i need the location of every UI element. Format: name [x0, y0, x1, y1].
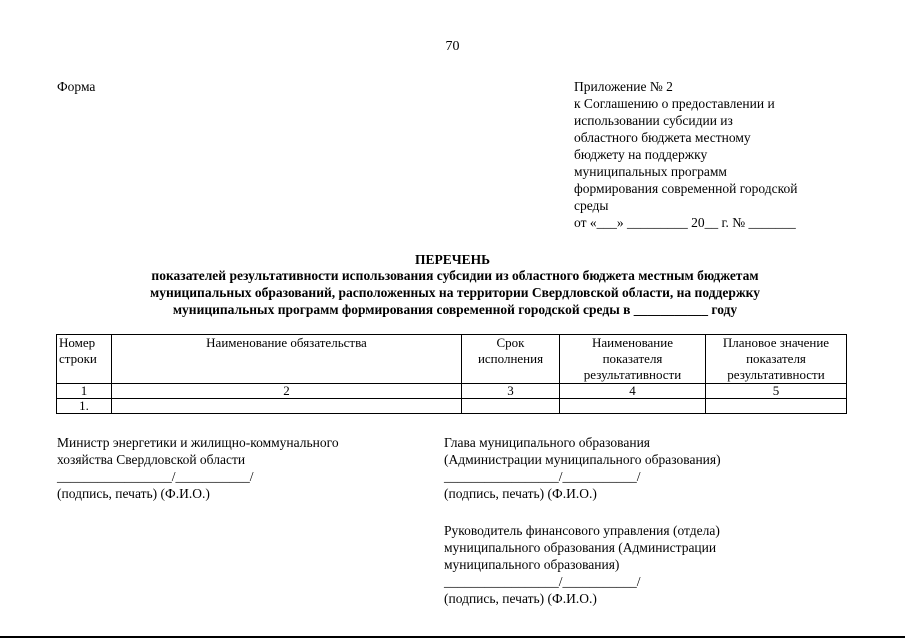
appendix-line: областного бюджета местному — [574, 130, 751, 145]
table-row — [57, 399, 847, 414]
indicators-table — [56, 334, 847, 414]
signature-blank: _________________/___________/ — [444, 574, 641, 589]
signer-title-line: хозяйства Свердловской области — [57, 452, 246, 467]
signature-caption: (подпись, печать) (Ф.И.О.) — [444, 591, 597, 606]
appendix-line: бюджету на поддержку — [574, 147, 708, 162]
table-cell[interactable] — [560, 399, 706, 414]
appendix-line: муниципальных программ — [574, 164, 727, 179]
document-title: ПЕРЕЧЕНЬ — [414, 252, 491, 267]
column-numbering-row — [57, 384, 847, 399]
header-deadline: Срок исполнения — [462, 335, 560, 384]
signer-title-line: Руководитель финансового управления (отдела) — [444, 523, 720, 538]
subtitle-line: муниципальных программ формирования современной городской среды в ___________ году — [172, 302, 738, 317]
signer-title-line: Министр энергетики и жилищно-коммунального — [57, 435, 339, 450]
signature-caption: (подпись, печать) (Ф.И.О.) — [444, 486, 597, 501]
column-number: 4 — [560, 384, 706, 399]
form-label: Форма — [57, 79, 96, 94]
minister-signature-block — [57, 434, 417, 502]
appendix-block — [574, 78, 874, 231]
table-cell[interactable] — [706, 399, 847, 414]
appendix-line: от «___» _________ 20__ г. № _______ — [574, 215, 796, 230]
signature-blank: _________________/___________/ — [444, 469, 641, 484]
header-planned-value: Плановое значение показателя результативности — [706, 335, 847, 384]
signature-blank: _________________/___________/ — [57, 469, 254, 484]
signer-title-line: муниципального образования) — [444, 557, 620, 572]
document-subtitle — [70, 267, 840, 318]
finance-signature-block — [444, 522, 844, 607]
header-obligation: Наименование обязательства — [112, 335, 462, 384]
page-bottom-rule — [0, 636, 905, 638]
signer-title-line: (Администрации муниципального образования) — [444, 452, 721, 467]
subtitle-line: муниципальных образований, расположенных на территории Свердловской области, на поддержку — [150, 285, 760, 300]
head-signature-block — [444, 434, 844, 502]
appendix-line: использовании субсидии из — [574, 113, 733, 128]
signer-title-line: муниципального образования (Администрации — [444, 540, 717, 555]
table-cell[interactable] — [112, 399, 462, 414]
appendix-line: среды — [574, 198, 609, 213]
column-number: 2 — [112, 384, 462, 399]
header-row-number: Номер строки — [57, 335, 112, 384]
header-indicator-name: Наименование показателя результативности — [560, 335, 706, 384]
appendix-line: формирования современной городской — [574, 181, 798, 196]
signer-title-line: Глава муниципального образования — [444, 435, 651, 450]
column-number: 3 — [462, 384, 560, 399]
column-number: 5 — [706, 384, 847, 399]
table-header-row — [57, 335, 847, 384]
signature-caption: (подпись, печать) (Ф.И.О.) — [57, 486, 210, 501]
column-number: 1 — [57, 384, 112, 399]
appendix-line: к Соглашению о предоставлении и — [574, 96, 775, 111]
table-cell[interactable] — [462, 399, 560, 414]
table-cell[interactable]: 1. — [57, 399, 112, 414]
appendix-line: Приложение № 2 — [574, 79, 673, 94]
subtitle-line: показателей результативности использования субсидии из областного бюджета местным бюджетам — [151, 268, 759, 283]
page-number: 70 — [445, 39, 460, 54]
